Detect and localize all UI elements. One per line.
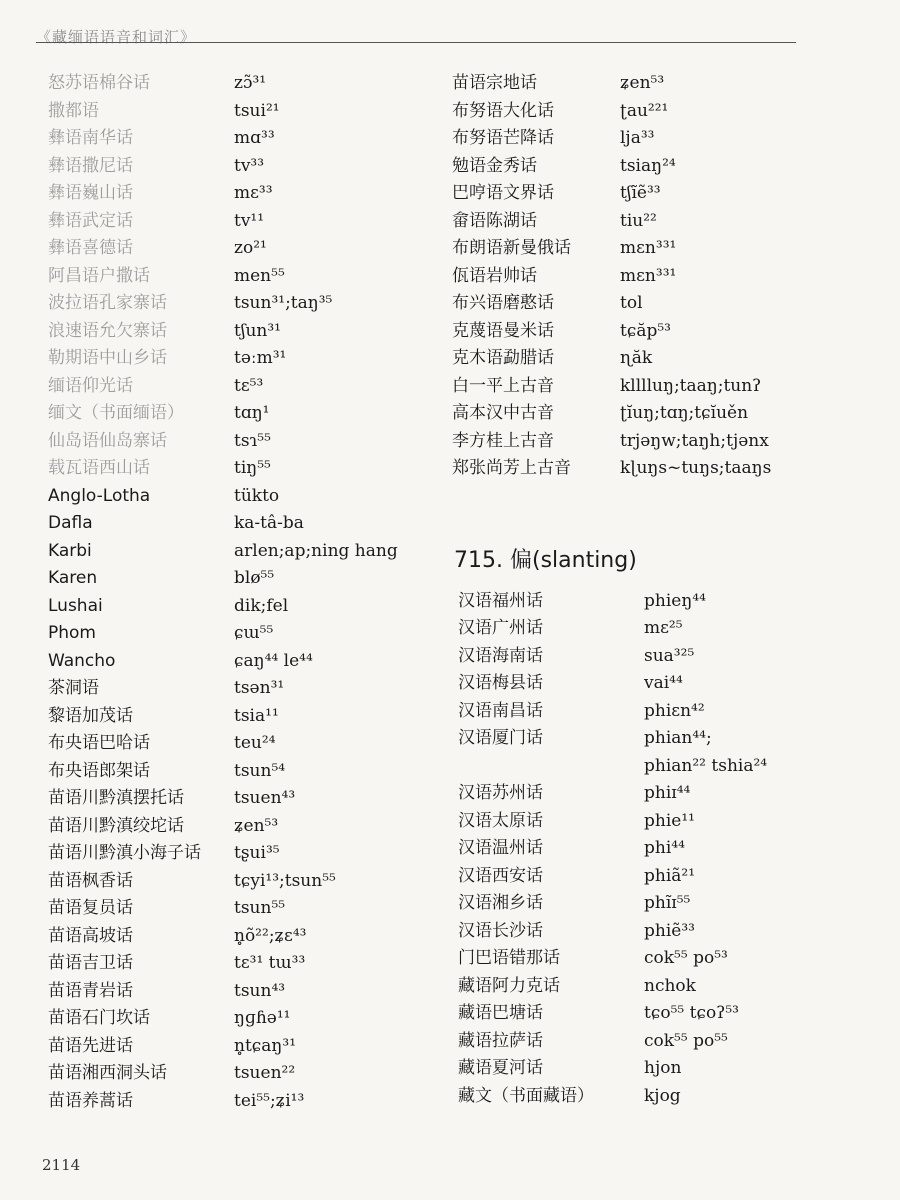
language-name: 克木语勐腊话 [452,348,554,368]
phonetic-form: ɕɯ⁵⁵ [234,623,274,643]
phonetic-form: tʂui³⁵ [234,843,280,863]
phonetic-form: ʑen⁵³ [234,815,279,836]
language-name: 门巴语错那话 [458,948,560,968]
language-name: 苗语川黔滇绞坨话 [48,815,184,836]
entry-row [452,698,872,726]
phonetic-form: ʈĭuŋ;tɑŋ;tɕĭuěn [620,403,749,423]
language-name: 苗语枫香话 [48,870,133,891]
entry-row [452,1083,872,1111]
language-name: 苗语川黔滇摆托话 [48,788,184,808]
phonetic-form: tsun⁵⁵ [234,898,286,918]
phonetic-form: tsiaŋ²⁴ [620,155,676,176]
entry-row [452,290,872,318]
phonetic-form: tɕyi¹³;tsun⁵⁵ [234,870,336,891]
entry-row [48,978,428,1006]
phonetic-form: phiẽ³³ [644,920,695,941]
language-name: 高本汉中古音 [452,403,554,423]
phonetic-form: cok⁵⁵ po⁵³ [644,948,728,968]
phonetic-form: phian²² tshia²⁴ [644,755,768,776]
phonetic-form: tei⁵⁵;ʑi¹³ [234,1090,305,1111]
entry-row [48,785,428,813]
phonetic-form: tiŋ⁵⁵ [234,458,271,478]
language-name: 苗语青岩话 [48,980,133,1001]
entry-row [48,593,428,621]
entry-row [48,813,428,841]
language-name: 汉语梅县话 [458,673,543,693]
entry-row [452,345,872,373]
language-name: 汉语太原话 [458,810,543,831]
header-rule [36,42,796,43]
language-name: 仙岛语仙岛寨话 [48,430,167,451]
language-name: 藏语巴塘话 [458,1003,543,1023]
phonetic-form: ʑen⁵³ [620,73,665,93]
language-name: 汉语南昌话 [458,700,543,721]
phonetic-form: ŋɡɦə¹¹ [234,1008,291,1028]
language-name: 勒期语中山乡话 [48,348,167,368]
entry-row [452,780,872,808]
phonetic-form: tv¹¹ [234,210,265,231]
entry-row [48,675,428,703]
entry-row [48,373,428,401]
language-name: 黎语加茂话 [48,705,133,726]
phonetic-form: ɳăk [620,348,653,368]
entry-row [452,400,872,428]
language-name: 白一平上古音 [452,375,554,396]
language-name: 彝语巍山话 [48,183,133,203]
section-number: 715. [454,547,503,573]
language-name: Karen [48,568,98,588]
entry-row [48,565,428,593]
phonetic-form: vai⁴⁴ [644,673,683,693]
entry-row [48,263,428,291]
entry-row [452,1000,872,1028]
language-name: 彝语喜德话 [48,238,133,258]
phonetic-form: trjəŋw;taŋh;tjənx [620,430,769,451]
language-name: 郑张尚芳上古音 [452,458,571,478]
entry-row [452,180,872,208]
phonetic-form: mɛn³³¹ [620,265,677,286]
language-name: 汉语广州话 [458,618,543,638]
entry-row [48,648,428,676]
left-column [48,70,428,1115]
phonetic-form: phĩɪ⁵⁵ [644,893,691,913]
phonetic-form: kɭuŋs~tuŋs;taaŋs [620,458,772,478]
phonetic-form: phiɛn⁴² [644,700,705,721]
language-name: 李方桂上古音 [452,430,554,451]
entry-row [48,950,428,978]
entry-row [48,620,428,648]
language-name: 载瓦语西山话 [48,458,150,478]
phonetic-form: cok⁵⁵ po⁵⁵ [644,1030,728,1051]
language-name: 彝语武定话 [48,210,133,231]
language-name: 汉语海南话 [458,645,543,666]
phonetic-form: teu²⁴ [234,733,276,753]
entry-row [48,125,428,153]
phonetic-form: tiu²² [620,210,657,231]
language-name: 勉语金秀话 [452,155,537,176]
language-name: 藏语夏河话 [458,1058,543,1078]
entry-row [48,318,428,346]
phonetic-form: phian⁴⁴; [644,728,712,748]
entry-row [48,290,428,318]
entry-row [452,125,872,153]
phonetic-form: phiɪ⁴⁴ [644,783,691,803]
entry-row [452,753,872,781]
entry-row [48,1033,428,1061]
language-name: Karbi [48,540,92,561]
language-name: 波拉语孔家寨话 [48,293,167,313]
entry-row [452,428,872,456]
entry-row [452,863,872,891]
phonetic-form: arlen;ap;ning hang [234,540,398,561]
entry-list-715 [452,588,872,1111]
entry-row [452,643,872,671]
language-name: 缅文（书面缅语） [48,403,184,423]
phonetic-form: ka-tâ-ba [234,513,304,533]
entry-row [452,725,872,753]
language-name: 汉语长沙话 [458,920,543,941]
entry-row [452,890,872,918]
language-name: 藏文（书面藏语） [458,1085,594,1106]
language-name: 巴哼语文界话 [452,183,554,203]
entry-row [452,208,872,236]
language-name: Phom [48,623,96,643]
entry-row [48,538,428,566]
phonetic-form: tsən³¹ [234,678,285,698]
phonetic-form: tsia¹¹ [234,705,279,726]
phonetic-form: klllluŋ;taaŋ;tunʔ [620,375,762,396]
language-name: 汉语西安话 [458,865,543,886]
language-name: 苗语湘西洞头话 [48,1063,167,1083]
phonetic-form: blø⁵⁵ [234,568,275,588]
entry-row [452,588,872,616]
entry-row [48,70,428,98]
language-name: Lushai [48,595,103,616]
entry-row [452,918,872,946]
entry-row [452,373,872,401]
entry-row [452,153,872,181]
phonetic-form: tsun⁵⁴ [234,760,286,781]
language-name: 畲语陈湖话 [452,210,537,231]
phonetic-form: ɕaŋ⁴⁴ le⁴⁴ [234,650,313,671]
phonetic-form: nchok [644,975,696,996]
entry-row [48,868,428,896]
entry-row [48,840,428,868]
entry-row [48,895,428,923]
phonetic-form: zo²¹ [234,238,267,258]
language-name: 怒苏语棉谷话 [48,73,150,93]
section-heading [452,543,872,574]
entry-list-714 [452,70,872,483]
phonetic-form: tʃĩẽ³³ [620,183,661,203]
phonetic-form: dik;fel [234,595,289,616]
entry-row [452,98,872,126]
language-name: 苗语宗地话 [452,73,537,93]
phonetic-form: lja³³ [620,128,655,148]
phonetic-form: phieŋ⁴⁴ [644,590,706,611]
entry-row [452,263,872,291]
entry-row [452,670,872,698]
language-name: 撒都语 [48,100,99,121]
language-name: 布央语郎架话 [48,760,150,781]
phonetic-form: tɕăp⁵³ [620,320,671,341]
phonetic-form: mɛn³³¹ [620,238,677,258]
page-number: 2114 [42,1156,81,1174]
phonetic-form: mɛ²⁵ [644,618,683,638]
phonetic-form: phi⁴⁴ [644,838,685,858]
language-name: 佤语岩帅话 [452,265,537,286]
phonetic-form: mɑ³³ [234,128,275,148]
language-name: 彝语南华话 [48,128,133,148]
entry-row [48,510,428,538]
entry-row [452,70,872,98]
entry-row [452,945,872,973]
entry-row [452,455,872,483]
phonetic-form: sua³²⁵ [644,645,695,666]
entry-row [48,455,428,483]
language-name: 苗语石门坎话 [48,1008,150,1028]
right-column [452,70,872,1110]
language-name: 苗语先进话 [48,1035,133,1056]
entry-row [48,483,428,511]
phonetic-form: ʈau²²¹ [620,100,669,121]
entry-row [48,180,428,208]
phonetic-form: tv³³ [234,155,265,176]
phonetic-form: tol [620,293,643,313]
entry-row [48,208,428,236]
phonetic-form: tʃun³¹ [234,320,281,341]
entry-row [48,345,428,373]
phonetic-form: tɑŋ¹ [234,403,270,423]
phonetic-form: kjog [644,1085,681,1106]
entry-row [452,835,872,863]
entry-row [452,318,872,346]
language-name: 苗语高坡话 [48,925,133,946]
language-name: 苗语复员话 [48,898,133,918]
phonetic-form: n̥tɕaŋ³¹ [234,1035,297,1056]
entry-row [452,1055,872,1083]
phonetic-form: tsun³¹;taŋ³⁵ [234,293,333,313]
language-name: 汉语厦门话 [458,728,543,748]
phonetic-form: n̥õ²²;ʑɛ⁴³ [234,925,307,946]
entry-row [48,428,428,456]
entry-row [48,758,428,786]
language-name: 布努语芒降话 [452,128,554,148]
entry-row [452,235,872,263]
language-name: Dafla [48,513,93,533]
phonetic-form: phie¹¹ [644,810,695,831]
language-name: 克蔑语曼米话 [452,320,554,341]
phonetic-form: tsun⁴³ [234,980,286,1001]
language-name: Anglo-Lotha [48,485,151,506]
entry-row [452,808,872,836]
entry-row [48,1060,428,1088]
entry-row [48,1088,428,1116]
language-name: 阿昌语户撒话 [48,265,150,286]
entry-row [48,703,428,731]
language-name: 藏语拉萨话 [458,1030,543,1051]
phonetic-form: phiã²¹ [644,865,696,886]
language-name: 苗语吉卫话 [48,953,133,973]
phonetic-form: mɛ³³ [234,183,273,203]
language-name: 缅语仰光话 [48,375,133,396]
language-name: 彝语撒尼话 [48,155,133,176]
phonetic-form: tsui²¹ [234,100,280,121]
entry-row [48,400,428,428]
entry-row [48,730,428,758]
language-name: 布朗语新曼俄话 [452,238,571,258]
entry-row [48,98,428,126]
language-name: 藏语阿力克话 [458,975,560,996]
language-name: 布兴语磨憨话 [452,293,554,313]
entry-row [48,235,428,263]
phonetic-form: tsuen⁴³ [234,788,296,808]
language-name: Wancho [48,650,116,671]
language-name: 布努语大化话 [452,100,554,121]
phonetic-form: təːm³¹ [234,348,287,368]
language-name: 茶洞语 [48,678,99,698]
phonetic-form: tsuen²² [234,1063,296,1083]
language-name: 苗语养蒿话 [48,1090,133,1111]
language-name: 汉语湘乡话 [458,893,543,913]
phonetic-form: hjon [644,1058,682,1078]
entry-row [48,1005,428,1033]
phonetic-form: tsɿ⁵⁵ [234,430,271,451]
entry-row [48,153,428,181]
phonetic-form: tɛ³¹ tɯ³³ [234,953,306,973]
language-name: 布央语巴哈话 [48,733,150,753]
phonetic-form: zɔ̃³¹ [234,73,267,93]
entry-row [48,923,428,951]
section-title: 偏(slanting) [509,547,637,573]
language-name: 汉语福州话 [458,590,543,611]
phonetic-form: tɛ⁵³ [234,375,264,396]
running-head: 《藏缅语语音和词汇》 [36,28,197,46]
phonetic-form: tɕo⁵⁵ tɕoʔ⁵³ [644,1003,739,1023]
language-name: 汉语温州话 [458,838,543,858]
entry-row [452,615,872,643]
phonetic-form: tükto [234,485,280,506]
entry-row [452,973,872,1001]
language-name: 汉语苏州话 [458,783,543,803]
language-name: 苗语川黔滇小海子话 [48,843,201,863]
language-name: 浪速语允欠寨话 [48,320,167,341]
phonetic-form: men⁵⁵ [234,265,285,286]
entry-row [452,1028,872,1056]
